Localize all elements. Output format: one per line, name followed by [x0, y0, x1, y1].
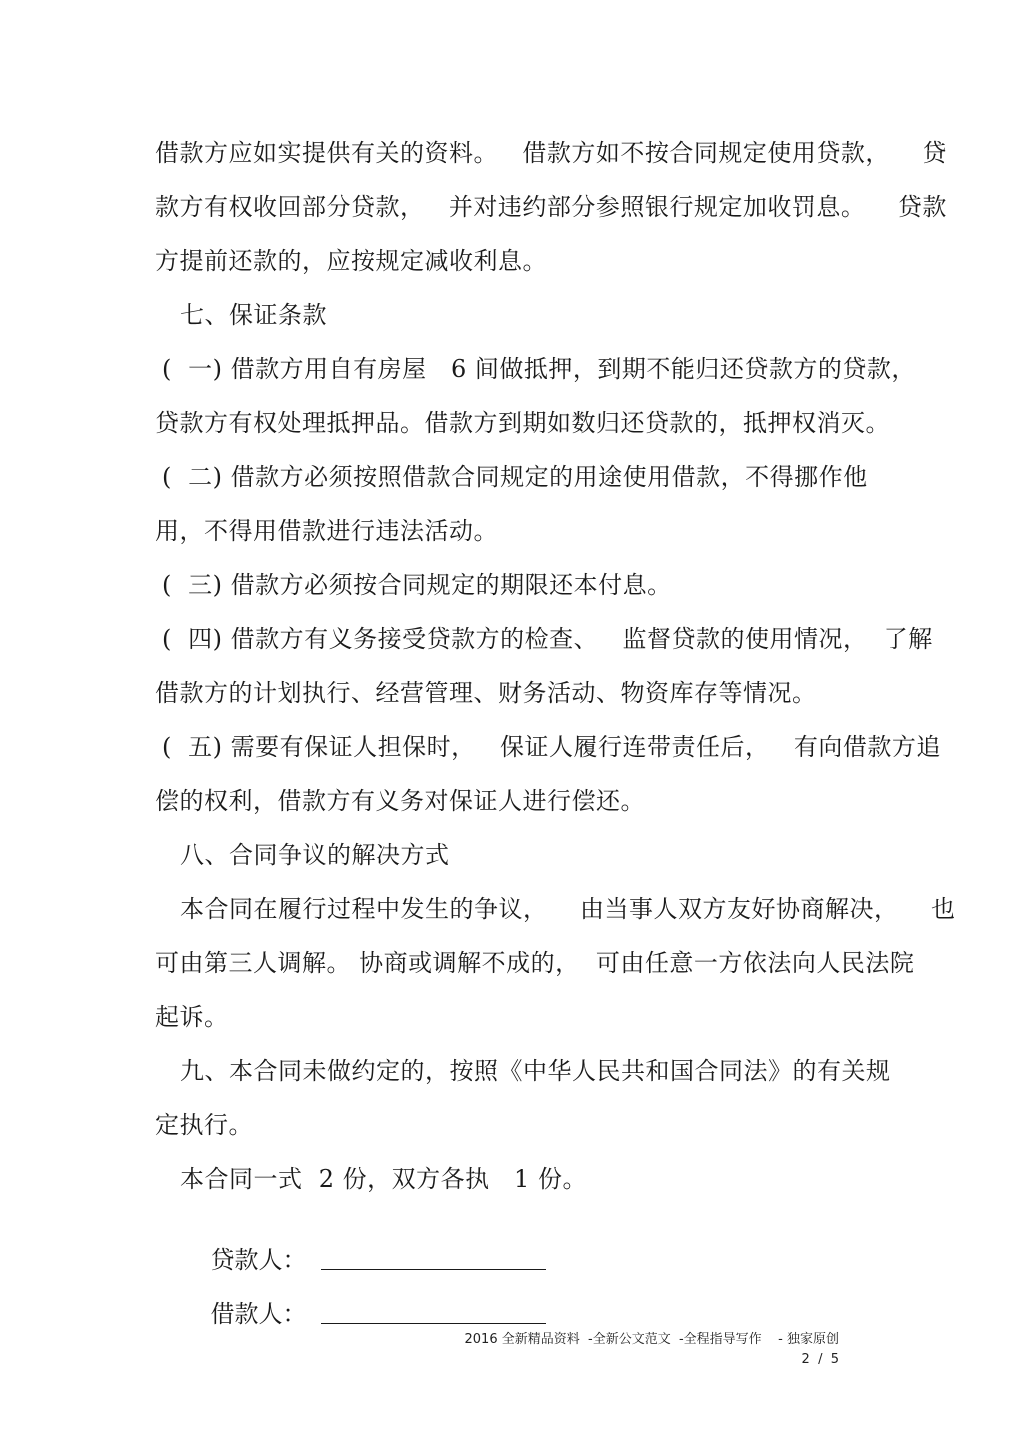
body-line: 本合同在履行过程中发生的争议， 由当事人双方友好协商解决， 也: [180, 895, 956, 923]
body-line: 本合同一式 2 份，双方各执 1 份。: [180, 1165, 587, 1193]
borrower-signature-line[interactable]: [321, 1301, 546, 1324]
body-line: 九、本合同未做约定的，按照《中华人民共和国合同法》的有关规: [180, 1057, 891, 1085]
clause-line: ( 一) 借款方用自有房屋 6 间做抵押，到期不能归还贷款方的贷款，: [162, 355, 916, 383]
body-line: 方提前还款的，应按规定减收利息。: [155, 247, 547, 275]
clause-line: ( 二) 借款方必须按照借款合同规定的用途使用借款，不得挪作他: [162, 463, 868, 491]
body-line: 借款方的计划执行、经营管理、财务活动、物资库存等情况。: [155, 679, 817, 707]
body-line: 贷款方有权处理抵押品。借款方到期如数归还贷款的，抵押权消灭。: [155, 409, 890, 437]
clause-line: ( 四) 借款方有义务接受贷款方的检查、 监督贷款的使用情况， 了解: [162, 625, 933, 653]
body-line: 借款方应如实提供有关的资料。 借款方如不按合同规定使用贷款， 贷: [155, 139, 947, 167]
body-line: 用，不得用借款进行违法活动。: [155, 517, 498, 545]
body-line: 偿的权利，借款方有义务对保证人进行偿还。: [155, 787, 645, 815]
lender-label: 贷款人：: [210, 1246, 307, 1274]
body-line: 起诉。: [155, 1003, 229, 1031]
clause-line: ( 五) 需要有保证人担保时， 保证人履行连带责任后， 有向借款方追: [162, 733, 941, 761]
body-line: 款方有权收回部分贷款， 并对违约部分参照银行规定加收罚息。 贷款: [155, 193, 947, 221]
body-line: 定执行。: [155, 1111, 253, 1139]
clause-line: ( 三) 借款方必须按合同规定的期限还本付息。: [162, 571, 672, 599]
body-line: 可由第三人调解。 协商或调解不成的， 可由任意一方依法向人民法院: [155, 949, 915, 977]
borrower-label: 借款人：: [210, 1300, 307, 1328]
section-heading: 七、保证条款: [180, 301, 327, 329]
page-number: 2 / 5: [801, 1352, 839, 1367]
lender-signature-line[interactable]: [321, 1247, 546, 1270]
footer-text: 2016 全新精品资料 -全新公文范文 -全程指导写作 - 独家原创: [464, 1332, 839, 1347]
section-heading: 八、合同争议的解决方式: [180, 841, 450, 869]
